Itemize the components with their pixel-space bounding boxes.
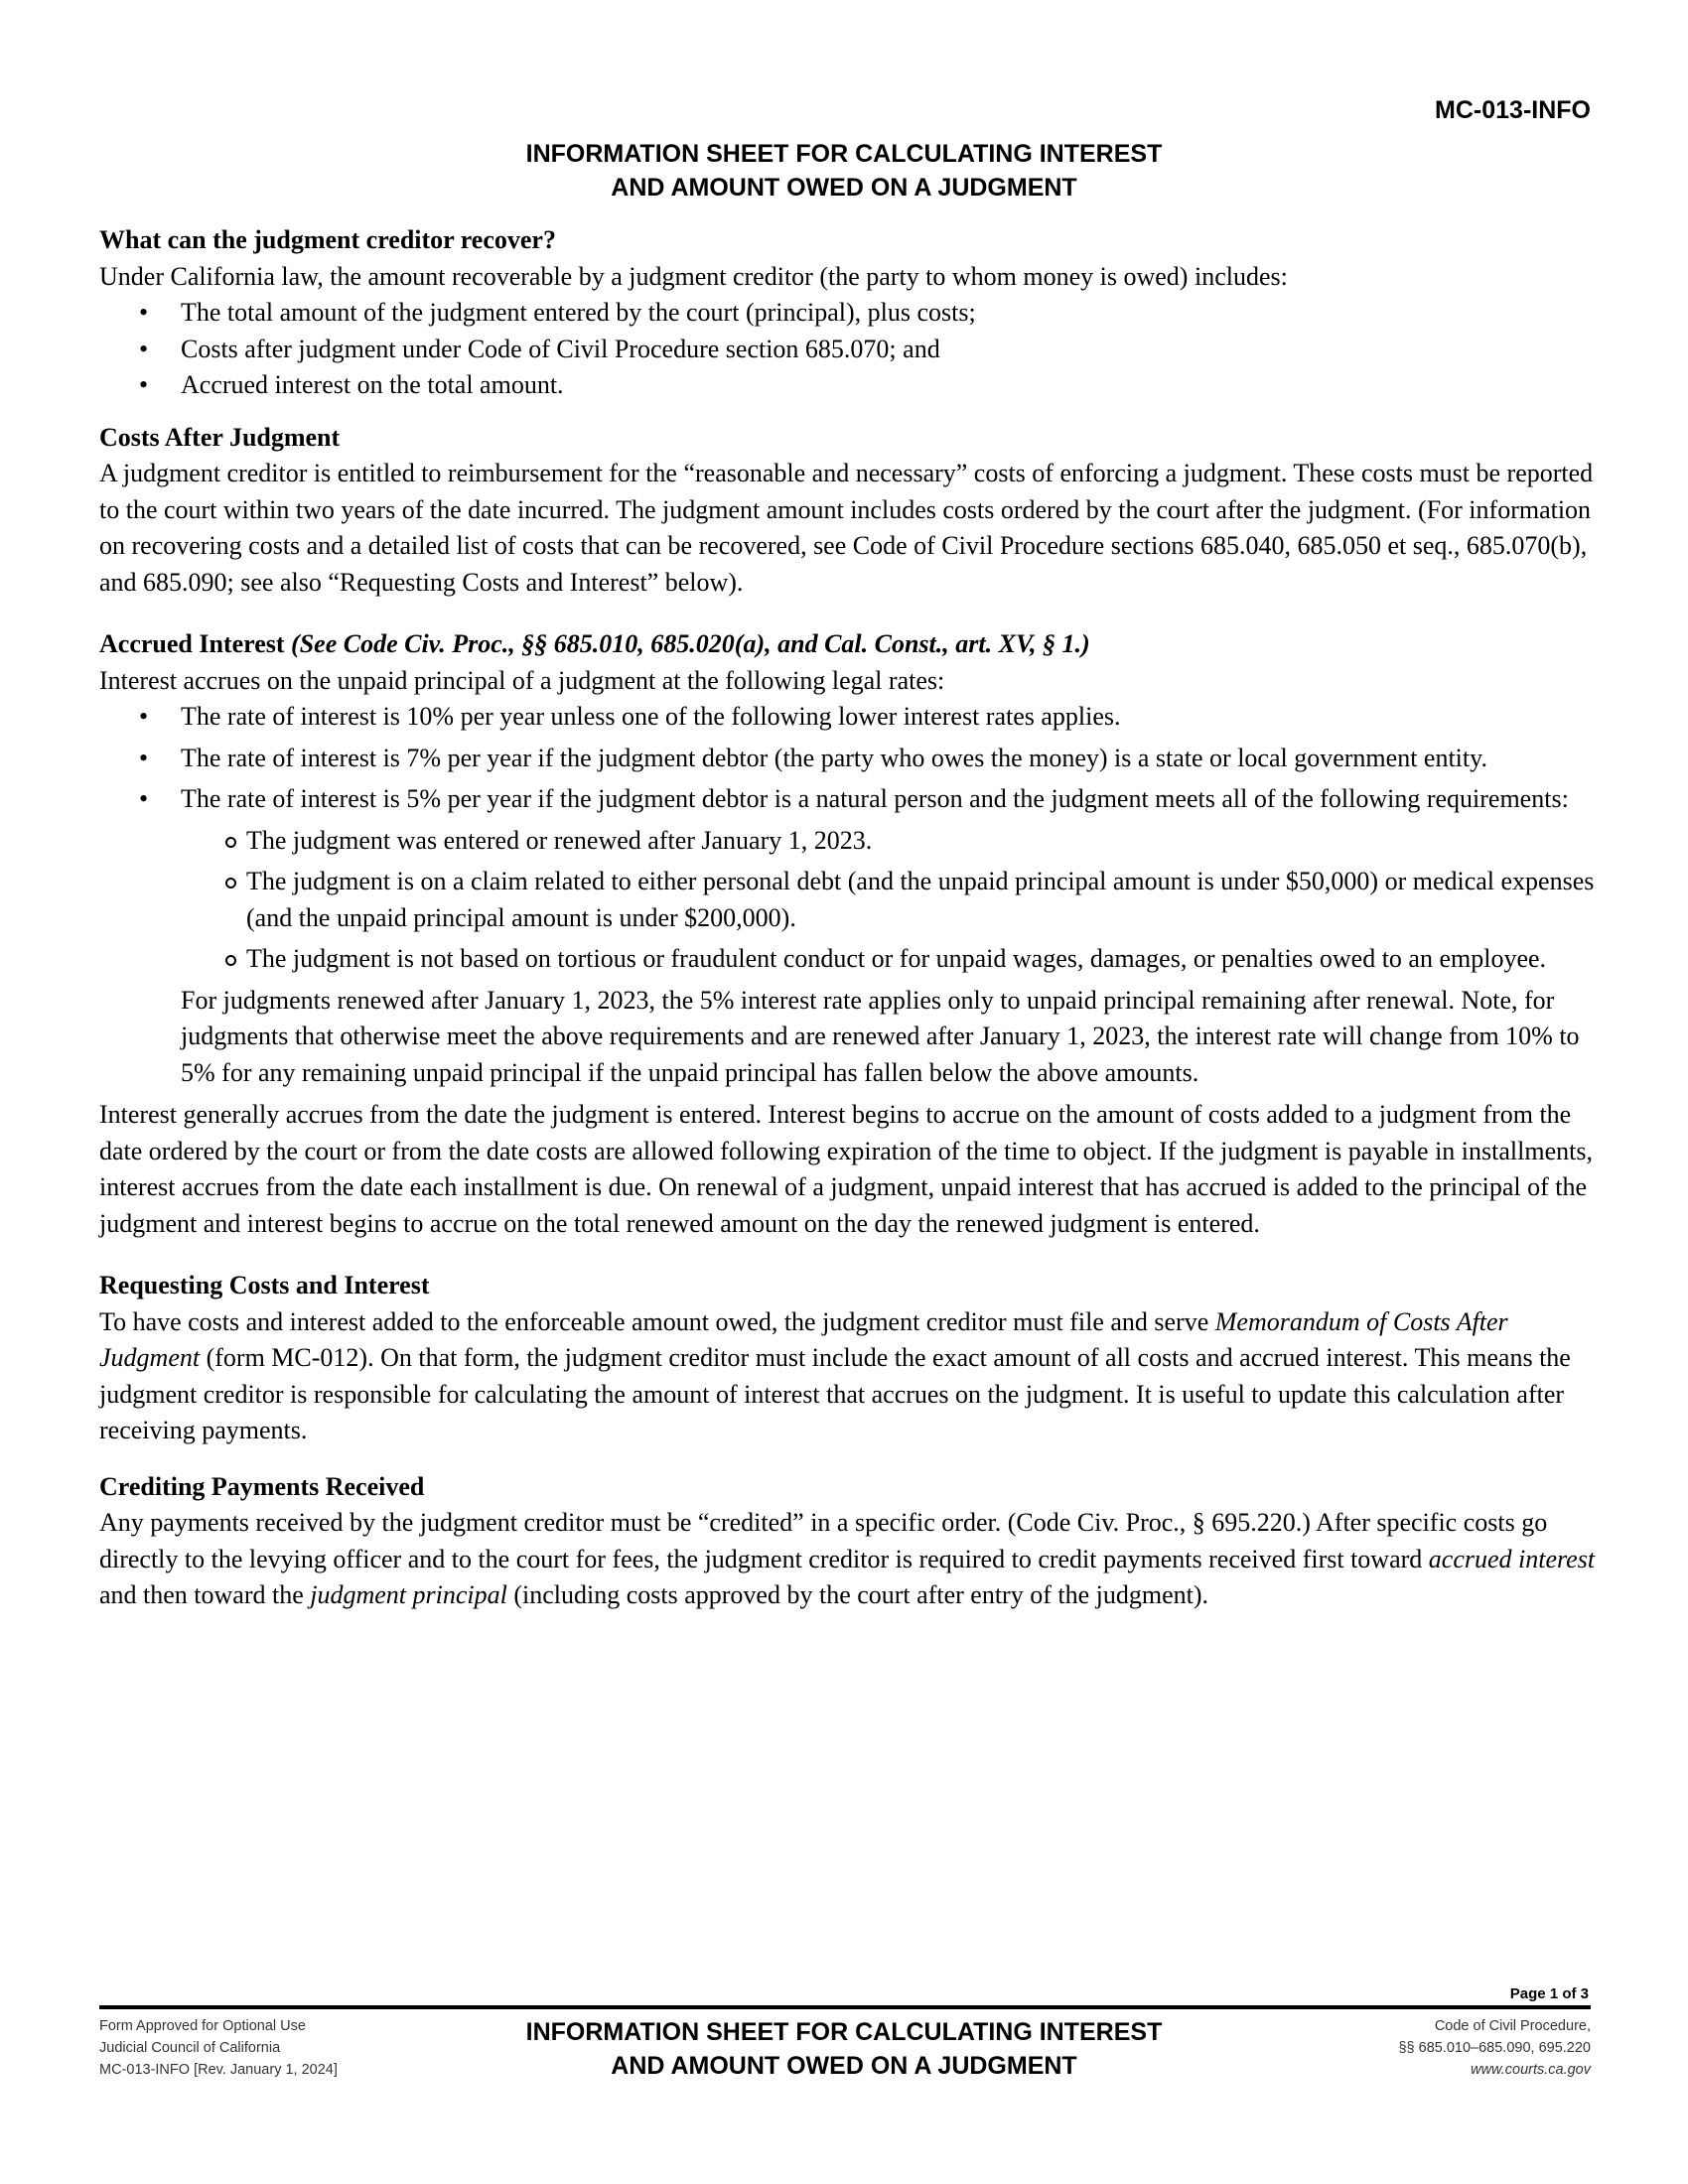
list-item: The judgment was entered or renewed after January 1, 2023. [99, 823, 1599, 860]
requesting-text-continued: (form MC-012). On that form, the judgment creditor must include the exact amount of all costs and accrued interest. This means the judgment creditor is responsible for calculating the amount of interest that accrues on the judgment. It is useful to update this calculation after receiving payments. [99, 1343, 1571, 1444]
footer-right-line: Code of Civil Procedure, [1434, 2018, 1591, 2034]
interest-rate-list [99, 699, 1599, 818]
footer-title [447, 2015, 1241, 2083]
document-title-line-1: INFORMATION SHEET FOR CALCULATING INTEREST [525, 140, 1163, 168]
accrued-interest-term: accrued interest [1428, 1544, 1596, 1573]
judgment-principal-term: judgment principal [310, 1580, 507, 1609]
interest-intro: Interest accrues on the unpaid principal of a judgment at the following legal rates: [99, 665, 945, 695]
list-item: • The rate of interest is 7% per year if the judgment debtor (the party who owes the money) is a state or local government entity. [99, 741, 1599, 777]
interest-accrual-paragraph: Interest generally accrues from the date the judgment is entered. Interest begins to accrue on the amount of costs added to a judgment from the date ordered by the court or from the date costs are allowed following expiration of the time to object. If the judgment is payable in installments, interest accrues from the date each installment is due. On renewal of a judgment, unpaid interest that has accrued is added to the principal of the judgment and interest begins to accrue on the total renewed amount on the day the renewed judgment is entered. [99, 1100, 1593, 1238]
list-item: • Costs after judgment under Code of Civil Procedure section 685.070; and [99, 332, 1599, 368]
heading-accrued-interest [99, 626, 1599, 663]
heading-costs-after-judgment: Costs After Judgment [99, 422, 341, 452]
list-item: • The total amount of the judgment entered by the court (principal), plus costs; [99, 295, 1599, 332]
page-number: Page 1 of 3 [1509, 1985, 1589, 2002]
footer-title-line-2: AND AMOUNT OWED ON A JUDGMENT [611, 2052, 1077, 2080]
renewal-note: For judgments renewed after January 1, 2023, the 5% interest rate applies only to unpaid principal remaining after renewal. Note, for judgments that otherwise meet the above requirements and are renewed after January 1, 2023, the interest rate will change from 10% to 5% for any remaining unpaid principal if the unpaid principal has fallen below the above amounts. [181, 985, 1580, 1087]
footer-form-approval [99, 2015, 338, 2081]
list-item: • Accrued interest on the total amount. [99, 367, 1599, 404]
list-item: • The rate of interest is 5% per year if the judgment debtor is a natural person and the judgment meets all of the following requirements: [99, 781, 1599, 818]
footer-legal-citation [1398, 2015, 1591, 2081]
form-code: MC-013-INFO [1435, 96, 1591, 124]
crediting-text-continued: and then toward the [99, 1580, 311, 1609]
crediting-text: Any payments received by the judgment creditor must be “credited” in a specific order. (Code Civ. Proc., § 695.220.) After specific costs go directly to the levying officer and to the court for fees, the judgment creditor is required to credit payments received first toward [99, 1508, 1548, 1573]
heading-what-can-creditor-recover: What can the judgment creditor recover? [99, 225, 556, 254]
crediting-paragraph [99, 1505, 1599, 1614]
list-item: The judgment is not based on tortious or fraudulent conduct or for unpaid wages, damages, or penalties owed to an employee. [99, 941, 1599, 978]
footer-left-line: Form Approved for Optional Use [99, 2018, 306, 2034]
list-item: • The rate of interest is 10% per year unless one of the following lower interest rates applies. [99, 699, 1599, 736]
heading-requesting-costs: Requesting Costs and Interest [99, 1271, 430, 1299]
courts-website-link[interactable]: www.courts.ca.gov [1471, 2062, 1591, 2078]
recover-intro: Under California law, the amount recoverable by a judgment creditor (the party to whom money is owed) includes: [99, 261, 1288, 291]
five-percent-requirements-list [99, 823, 1599, 978]
document-title [0, 137, 1688, 205]
costs-paragraph: A judgment creditor is entitled to reimbursement for the “reasonable and necessary” costs of enforcing a judgment. These costs must be reported to the court within two years of the date incurred. The judgment amount includes costs ordered by the court after the judgment. (For information on recovering costs and a detailed list of costs that can be recovered, see Code of Civil Procedure sections 685.040, 685.050 et seq., 685.070(b), and 685.090; see also “Requesting Costs and Interest” below). [99, 459, 1594, 597]
footer-right-line: §§ 685.010–685.090, 695.220 [1398, 2040, 1591, 2056]
footer-left-line: MC-013-INFO [Rev. January 1, 2024] [99, 2062, 338, 2078]
recover-list [99, 295, 1599, 404]
accrued-interest-title: Accrued Interest [99, 629, 285, 658]
document-body [99, 222, 1599, 1614]
accrued-interest-citation: (See Code Civ. Proc., §§ 685.010, 685.020(a), and Cal. Const., art. XV, § 1.) [291, 629, 1090, 658]
footer-title-line-1: INFORMATION SHEET FOR CALCULATING INTEREST [525, 2018, 1163, 2046]
heading-crediting-payments: Crediting Payments Received [99, 1471, 425, 1501]
footer-left-line: Judicial Council of California [99, 2040, 281, 2056]
requesting-text: To have costs and interest added to the enforceable amount owed, the judgment creditor must file and serve [99, 1306, 1215, 1336]
requesting-paragraph [99, 1304, 1599, 1449]
crediting-text-end: (including costs approved by the court after entry of the judgment). [506, 1580, 1208, 1609]
footer-divider [99, 2005, 1591, 2009]
document-title-line-2: AND AMOUNT OWED ON A JUDGMENT [611, 174, 1077, 202]
list-item: The judgment is on a claim related to either personal debt (and the unpaid principal amount is under $50,000) or medical expenses (and the unpaid principal amount is under $200,000). [99, 864, 1599, 936]
memorandum-form-name: Memorandum of Costs After Judgment [99, 1306, 1508, 1372]
